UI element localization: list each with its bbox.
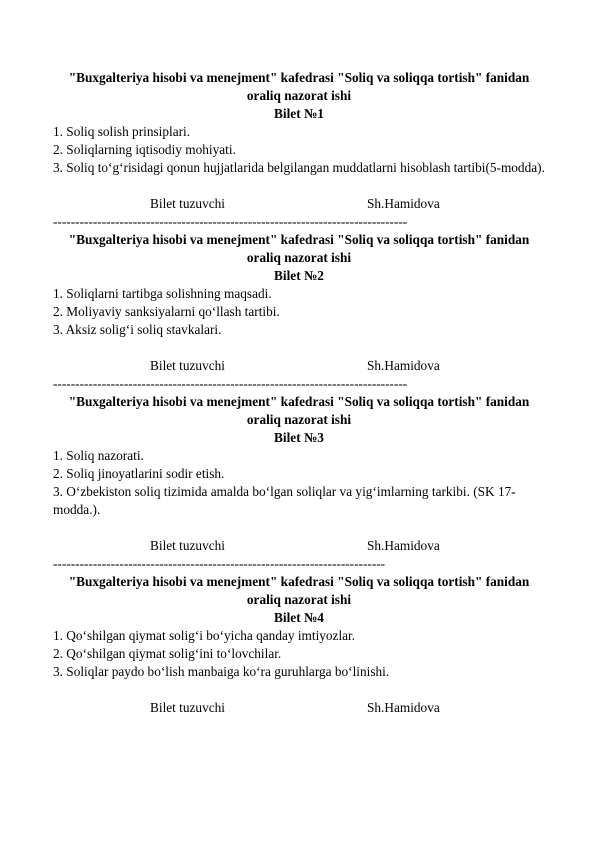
question-2: 2. Soliqlarning iqtisodiy mohiyati.: [53, 142, 236, 157]
ticket-header: "Buxgalteriya hisobi va menejment" kafedrasi "Soliq va soliqqa tortish" fanidan oraliq nazorat ishi: [68, 394, 530, 427]
separator-line: --------------------------------------------------------------------------------: [53, 376, 408, 391]
question-1: 1. Soliq solish prinsiplari.: [53, 124, 191, 139]
compiler-label: Bilet tuzuvchi: [150, 358, 225, 373]
ticket-header: "Buxgalteriya hisobi va menejment" kafedrasi "Soliq va soliqqa tortish" fanidan oraliq nazorat ishi: [68, 574, 530, 607]
ticket-number: Bilet №1: [274, 106, 324, 121]
ticket-3: [53, 393, 545, 573]
compiler-name: Sh.Hamidova: [367, 196, 440, 211]
question-2: 2. Qo‘shilgan qiymat solig‘ini to‘lovchilar.: [53, 646, 282, 661]
question-3: 3. Aksiz solig‘i soliq stavkalari.: [53, 322, 222, 337]
ticket-header: "Buxgalteriya hisobi va menejment" kafedrasi "Soliq va soliqqa tortish" fanidan oraliq nazorat ishi: [68, 232, 530, 265]
ticket-number: Bilet №3: [274, 430, 324, 445]
question-3: 3. O‘zbekiston soliq tizimida amalda bo‘lgan soliqlar va yig‘imlarning tarkibi. (SK 17-modda.).: [53, 484, 516, 517]
ticket-number: Bilet №2: [274, 268, 324, 283]
separator-line: ---------------------------------------------------------------------------: [53, 556, 386, 571]
question-1: 1. Qo‘shilgan qiymat solig‘i bo‘yicha qanday imtiyozlar.: [53, 628, 356, 643]
ticket-1: [53, 69, 545, 231]
signature-line: [53, 195, 545, 213]
question-1: 1. Soliqlarni tartibga solishning maqsadi.: [53, 286, 272, 301]
question-3: 3. Soliqlar paydo bo‘lish manbaiga ko‘ra guruhlarga bo‘linishi.: [53, 664, 390, 679]
question-1: 1. Soliq nazorati.: [53, 448, 144, 463]
ticket-header: "Buxgalteriya hisobi va menejment" kafedrasi "Soliq va soliqqa tortish" fanidan oraliq nazorat ishi: [68, 70, 530, 103]
ticket-number: Bilet №4: [274, 610, 324, 625]
signature-line: [53, 699, 545, 717]
ticket-2: [53, 231, 545, 393]
compiler-label: Bilet tuzuvchi: [150, 196, 225, 211]
compiler-name: Sh.Hamidova: [367, 538, 440, 553]
document-page: [53, 69, 545, 717]
compiler-name: Sh.Hamidova: [367, 358, 440, 373]
compiler-label: Bilet tuzuvchi: [150, 538, 225, 553]
separator-line: --------------------------------------------------------------------------------: [53, 214, 408, 229]
signature-line: [53, 537, 545, 555]
signature-line: [53, 357, 545, 375]
question-2: 2. Soliq jinoyatlarini sodir etish.: [53, 466, 225, 481]
compiler-label: Bilet tuzuvchi: [150, 700, 225, 715]
compiler-name: Sh.Hamidova: [367, 700, 440, 715]
question-3: 3. Soliq to‘g‘risidagi qonun hujjatlarida belgilangan muddatlarni hisoblash tartibi(5-modda).: [53, 160, 545, 175]
question-2: 2. Moliyaviy sanksiyalarni qo‘llash tartibi.: [53, 304, 280, 319]
ticket-4: [53, 573, 545, 717]
